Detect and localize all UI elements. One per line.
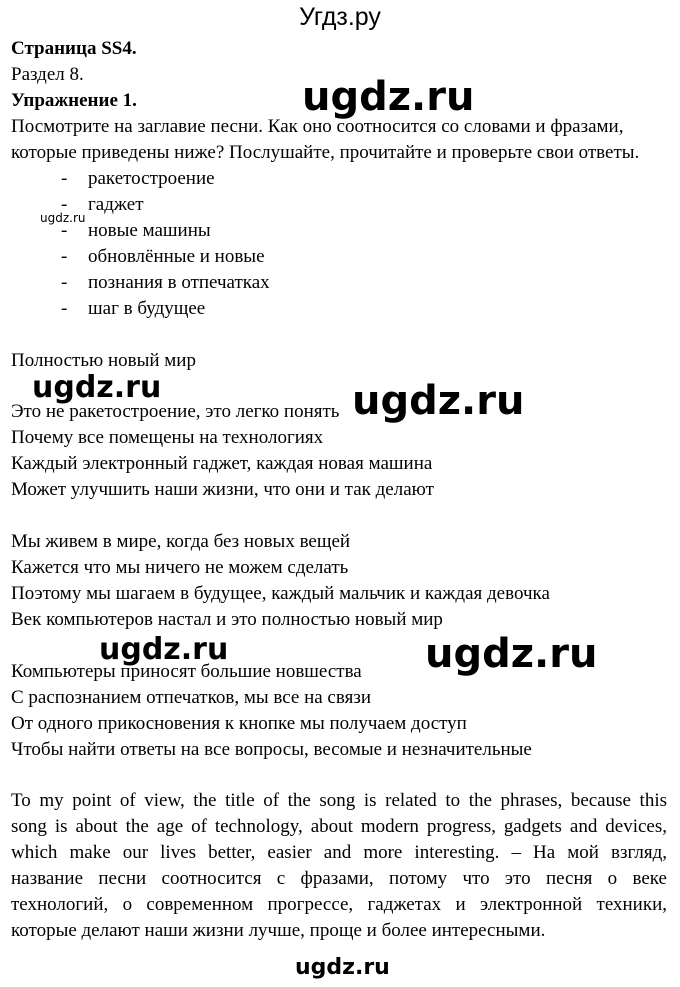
answer-line: название песни соотносится с фразами, потому что это песня о веке [11, 868, 667, 889]
lyric-line: Каждый электронный гаджет, каждая новая машина [11, 453, 433, 474]
bullet-marker: - [61, 272, 68, 293]
lyric-line: От одного прикосновения к кнопке мы получаем доступ [11, 713, 467, 734]
site-title: Угдз.ру [299, 3, 381, 31]
answer-paragraph [11, 788, 667, 944]
lyric-line: Век компьютеров настал и это полностью новый мир [11, 609, 443, 630]
watermark: ugdz.ru [425, 631, 598, 677]
lyric-line: Это не ракетостроение, это легко понять [11, 401, 340, 422]
bullet-marker: - [61, 194, 68, 215]
bullet-marker: - [61, 298, 68, 319]
lyric-line: Компьютеры приносят большие новшества [11, 661, 362, 682]
list-item: гаджет [88, 194, 144, 215]
watermark: ugdz.ru [302, 74, 475, 120]
lyric-line: Почему все помещены на технологиях [11, 427, 324, 448]
answer-line: which make our lives better, easier and more interesting. – На мой взгляд, [11, 842, 667, 863]
list-item: обновлённые и новые [88, 246, 265, 267]
instruction-line: которые приведены ниже? Послушайте, прочитайте и проверьте свои ответы. [11, 142, 640, 163]
bullet-marker: - [61, 220, 68, 241]
page-label: Страница SS4. [11, 38, 137, 59]
song-title: Полностью новый мир [11, 350, 196, 371]
bullet-marker: - [61, 246, 68, 267]
answer-line: технологий, о современном прогрессе, гаджетах и электронной техники, [11, 894, 667, 915]
section-label: Раздел 8. [11, 64, 84, 85]
watermark: ugdz.ru [32, 370, 162, 405]
answer-line: которые делают наши жизни лучше, проще и более интересными. [11, 920, 546, 941]
lyric-line: Чтобы найти ответы на все вопросы, весомые и незначительные [11, 739, 532, 760]
list-item: познания в отпечатках [88, 272, 270, 293]
lyric-line: Может улучшить наши жизни, что они и так делают [11, 479, 434, 500]
watermark: ugdz.ru [99, 632, 229, 667]
answer-line: song is about the age of technology, about modern progress, gadgets and devices, [11, 816, 667, 837]
watermark-small: ugdz.ru [40, 211, 86, 225]
list-item: новые машины [88, 220, 211, 241]
list-item: шаг в будущее [88, 298, 206, 319]
answer-line: To my point of view, the title of the song is related to the phrases, because this [11, 790, 667, 811]
bullet-marker: - [61, 168, 68, 189]
list-item: ракетостроение [88, 168, 215, 189]
lyric-line: С распознанием отпечатков, мы все на связи [11, 687, 371, 708]
lyric-line: Мы живем в мире, когда без новых вещей [11, 531, 351, 552]
lyric-line: Поэтому мы шагаем в будущее, каждый мальчик и каждая девочка [11, 583, 550, 604]
exercise-label: Упражнение 1. [11, 90, 137, 111]
watermark-footer: ugdz.ru [295, 955, 390, 980]
lyric-line: Кажется что мы ничего не можем сделать [11, 557, 349, 578]
watermark: ugdz.ru [352, 378, 525, 424]
instruction-line: Посмотрите на заглавие песни. Как оно соотносится со словами и фразами, [11, 116, 624, 137]
